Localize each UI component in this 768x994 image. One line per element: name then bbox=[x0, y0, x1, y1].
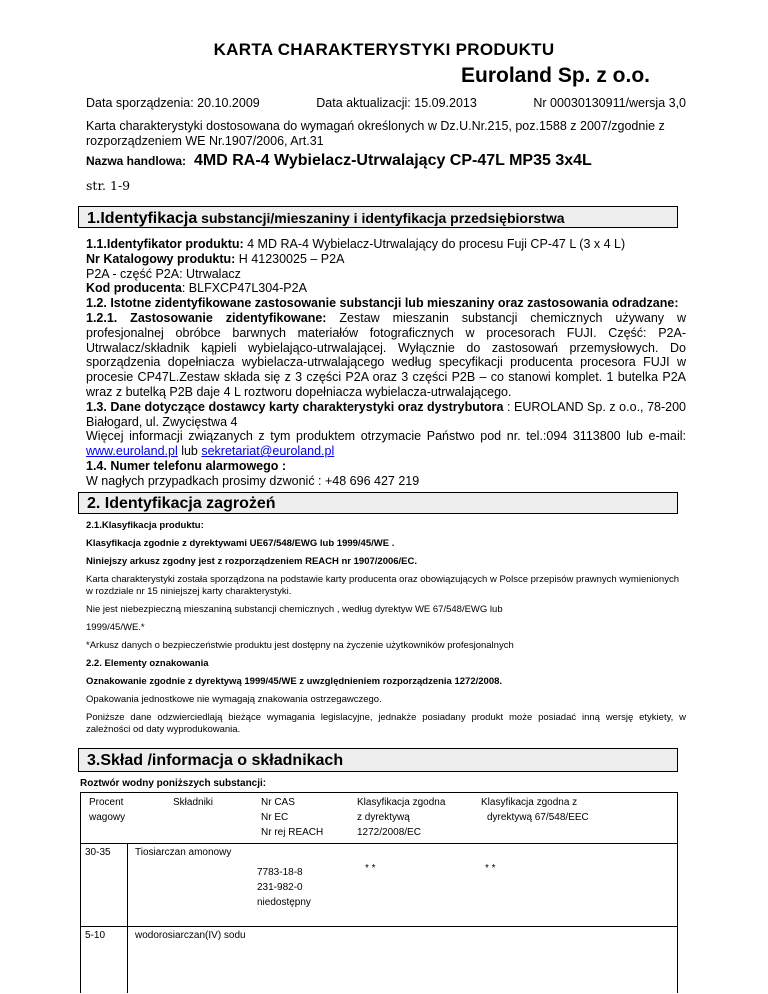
directive-ref: 1999/45/WE.* bbox=[86, 622, 145, 633]
website-link[interactable]: www.euroland.pl bbox=[86, 444, 178, 459]
producer-code-value: : BLFXCP47L304-P2A bbox=[181, 281, 307, 296]
producer-code-label: Kod producenta bbox=[86, 281, 182, 296]
row1-dsd: * * bbox=[485, 863, 496, 874]
intro-text: Karta charakterystyki dostosowana do wymagań określonych w Dz.U.Nr.215, poz.1588 z 2007/zgodnie z rozporządzeniem WE Nr.1907/2006, Art.31 bbox=[86, 119, 665, 148]
catalog-label: Nr Katalogowy produktu: bbox=[86, 251, 236, 266]
document-title: KARTA CHARAKTERYSTYKI PRODUKTU bbox=[213, 40, 555, 59]
header-dsd-1: Klasyfikacja zgodna z bbox=[481, 797, 578, 808]
row1-ec: 231-982-0 bbox=[257, 882, 303, 893]
row2-name: wodorosiarczan(IV) sodu bbox=[135, 930, 246, 941]
header-cas: Nr CAS bbox=[261, 797, 295, 808]
email-link[interactable]: sekretariat@euroland.pl bbox=[201, 444, 335, 459]
header-clp bbox=[357, 795, 445, 840]
classification-directive: Klasyfikacja zgodnie z dyrektywami UE67/548/EWG lub 1999/45/WE . bbox=[86, 538, 395, 549]
contact-text: Więcej informacji związanych z tym produktem otrzymacie Państwo pod nr. tel.:094 3113800 lub e-mail: bbox=[86, 429, 686, 444]
trade-label: Nazwa handlowa: bbox=[86, 154, 187, 168]
section-2-body bbox=[86, 520, 686, 742]
product-id-value: 4 MD RA-4 Wybielacz-Utrwalający do procesu Fuji CP-47 L (3 x 4 L) bbox=[243, 237, 626, 251]
header-dsd-2: dyrektywą 67/548/EEC bbox=[487, 812, 589, 823]
basis-note: Karta charakterystyki została sporządzona na podstawie karty producenta oraz obowiązujących w Polsce przepisów prawnych wymienionych w rozdziale nr 15 niniejszej karty charakterystyki. bbox=[86, 574, 679, 597]
header-divider bbox=[81, 843, 677, 844]
header-percent-1: Procent bbox=[89, 797, 124, 808]
composition-table bbox=[80, 792, 678, 993]
date-created: Data sporządzenia: 20.10.2009 bbox=[86, 96, 260, 110]
column-divider bbox=[127, 843, 128, 993]
header-components: Składniki bbox=[173, 797, 214, 808]
legislation-note: Poniższe dane odzwierciedlają bieżące wymagania legislacyjne, jednakże posiadany produkt może posiadać inną wersję etykiety, w zależności od daty wyprodukowania. bbox=[86, 712, 686, 735]
date-updated: Data aktualizacji: 15.09.2013 bbox=[316, 96, 477, 110]
supplier-value: : EUROLAND Sp. z o.o., 78-200 Białogard, ul. Zwycięstwa 4 bbox=[86, 399, 686, 429]
trade-name bbox=[86, 152, 592, 170]
row1-ids bbox=[257, 865, 311, 910]
reach-note: Niniejszy arkusz zgodny jest z rozporządzeniem REACH nr 1907/2006/EC. bbox=[86, 556, 418, 567]
product-id-label: 1.1.Identyfikator produktu: bbox=[86, 237, 244, 251]
row1-name: Tiosiarczan amonowy bbox=[135, 847, 232, 858]
identified-use-text: Zestaw mieszanin substancji chemicznych używany w profesjonalnej obróbce barwnych materiałów fotograficznych w procesorach FUJI. Część: P2A-Utrwalacz/składnik kąpieli wybielająco-utrwalającej. Wyłącznie do zastosowań przemysłowych. Do sporządzenia dopełniacza wybielacza-utrwalającego według specyfikacji producenta procesora FUJI w procesie CP47L.Zestaw składa się z 3 części P2A oraz 3 części P2B – co stanowi komplet. 1 butelka P2A wraz z butelką P2B daje 4 L roztworu dopełniacza wybielacza-utrwalającego. bbox=[86, 310, 686, 399]
catalog-value: H 41230025 – P2A bbox=[235, 251, 345, 266]
header-clp-3: 1272/2008/EC bbox=[357, 827, 421, 838]
contact-sep: lub bbox=[177, 444, 202, 459]
row1-reach: niedostępny bbox=[257, 897, 311, 908]
emergency-text: W nagłych przypadkach prosimy dzwonić : +48 696 427 219 bbox=[86, 473, 420, 488]
supplier-label: 1.3. Dane dotyczące dostawcy karty charakterystyki oraz dystrybutora bbox=[86, 399, 504, 414]
sds-availability-note: *Arkusz danych o bezpieczeństwie produktu jest dostępny na życzenie użytkowników profesjonalnych bbox=[86, 640, 514, 651]
packaging-note: Opakowania jednostkowe nie wymagają znakowania ostrzegawczego. bbox=[86, 694, 382, 705]
labelling-directive: Oznakowanie zgodnie z dyrektywą 1999/45/WE z uwzględnieniem rozporządzenia 1272/2008. bbox=[86, 676, 503, 687]
section-3-heading: 3.Skład /informacja o składnikach bbox=[78, 748, 678, 772]
emergency-heading: 1.4. Numer telefonu alarmowego : bbox=[86, 458, 287, 473]
row1-percent: 30-35 bbox=[85, 847, 111, 858]
header-clp-1: Klasyfikacja zgodna bbox=[357, 797, 446, 808]
part-line: P2A - część P2A: Utrwalacz bbox=[86, 266, 241, 281]
header-percent bbox=[89, 795, 125, 825]
page-number: str. 1-9 bbox=[86, 178, 131, 193]
row2-percent: 5-10 bbox=[85, 930, 106, 941]
header-clp-2: z dyrektywą bbox=[357, 812, 410, 823]
header-dsd bbox=[481, 795, 589, 825]
section-2-heading: 2. Identyfikacja zagrożeń bbox=[78, 492, 678, 514]
header-ids bbox=[261, 795, 323, 840]
row-divider bbox=[81, 926, 677, 927]
document-meta bbox=[86, 96, 686, 110]
header-percent-2: wagowy bbox=[89, 812, 126, 823]
row1-clp: * * bbox=[365, 863, 376, 874]
trade-value: 4MD RA-4 Wybielacz-Utrwalający CP-47L MP35 3x4L bbox=[194, 152, 592, 169]
header-ec: Nr EC bbox=[261, 812, 289, 823]
classification-heading: 2.1.Klasyfikacja produktu: bbox=[86, 520, 204, 531]
not-hazardous-note: Nie jest niebezpieczną mieszaniną substancji chemicznych , według dyrektyw WE 67/548/EWG lub bbox=[86, 604, 503, 615]
identified-use-label: 1.2.1. Zastosowanie zidentyfikowane: bbox=[86, 310, 327, 325]
section-1-body bbox=[86, 237, 686, 489]
labelling-heading: 2.2. Elementy oznakowania bbox=[86, 658, 209, 669]
section-1-heading bbox=[78, 206, 678, 228]
document-number: Nr 00030130911/wersja 3,0 bbox=[533, 96, 686, 110]
composition-intro: Roztwór wodny poniższych substancji: bbox=[80, 778, 267, 789]
section-1-num: 1.Identyfikacja bbox=[87, 210, 198, 227]
section-1-rest: substancji/mieszaniny i identyfikacja przedsiębiorstwa bbox=[197, 210, 565, 226]
uses-heading: 1.2. Istotne zidentyfikowane zastosowanie substancji lub mieszaniny oraz zastosowania odradzane: bbox=[86, 296, 679, 311]
row1-cas: 7783-18-8 bbox=[257, 867, 303, 878]
company-name: Euroland Sp. z o.o. bbox=[461, 64, 650, 87]
header-reach: Nr rej REACH bbox=[261, 827, 324, 838]
